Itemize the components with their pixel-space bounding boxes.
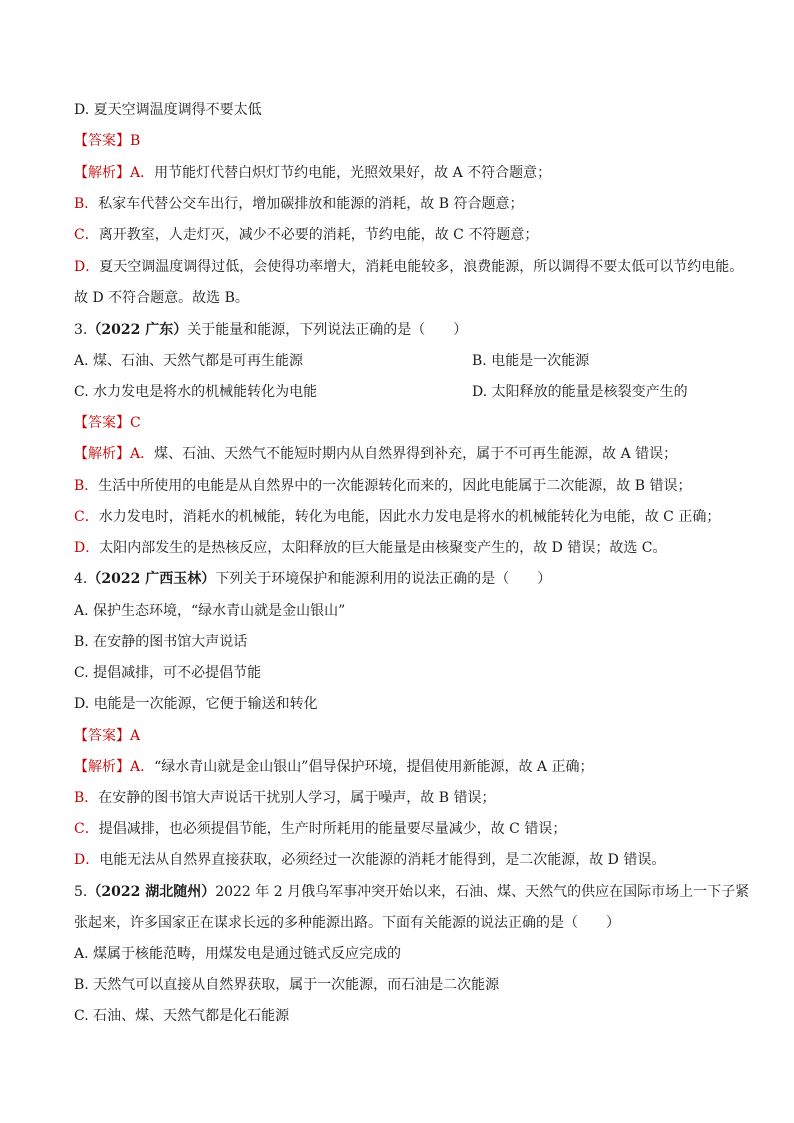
q4-analysis-b [74,788,495,808]
q5-option-a: A. 煤属于核能范畴，用煤发电是通过链式反应完成的 [74,946,402,962]
analysis-text: 电能无法从自然界直接获取，必须经过一次能源的消耗才能得到，是二次能源，故 D 错误。 [99,852,666,868]
option-d: D. 太阳释放的能量是核裂变产生的 [472,384,688,400]
answer-label: 【答案】 [74,728,130,744]
analysis-text: 私家车代替公交车出行，增加碳排放和能源的消耗，故 B 符合题意； [98,196,524,212]
q2-analysis-d [74,257,743,277]
analysis-letter: D． [74,852,100,868]
answer-value: B [130,133,141,149]
q4-option-c: C. 提倡减排，可不必提倡节能 [74,665,262,681]
analysis-letter: C． [74,227,99,243]
q2-option-d: D. 夏天空调温度调得不要太低 [74,102,262,118]
q3-analysis-c [74,507,720,527]
analysis-letter: D． [74,259,100,275]
analysis-text: 煤、石油、天然气不能短时期内从自然界得到补充，属于不可再生能源，故 A 错误； [154,446,678,462]
option-b: B. 电能是一次能源 [472,353,590,369]
q2-analysis-c [74,225,538,245]
q4-option-a: A. 保护生态环境，“绿水青山就是金山银山” [74,603,346,619]
q4-analysis-d [74,850,665,870]
analysis-letter: C． [74,509,99,525]
question-text: 关于能量和能源，下列说法正确的是（ ） [187,322,468,338]
analysis-letter: C． [74,821,99,837]
q5-stem-line2: 张起来，许多国家正在谋求长远的多种能源出路。下面有关能源的说法正确的是（ ） [74,915,620,931]
q4-stem [74,569,551,589]
analysis-label: 【解析】 [74,446,130,462]
question-source: （2022 广东） [87,322,188,338]
analysis-text: “绿水青山就是金山银山”倡导保护环境，提倡使用新能源，故 A 正确； [154,759,594,775]
analysis-letter: A． [130,759,155,775]
q3-analysis-b [74,476,691,496]
q4-analysis-c [74,819,566,839]
analysis-letter: B． [74,196,99,212]
q2-analysis-tail: 故 D 不符合题意。故选 B。 [74,290,249,306]
q3-options-row2 [74,382,688,402]
q3-analysis-a [74,444,677,464]
q4-option-b: B. 在安静的图书馆大声说话 [74,634,248,650]
answer-label: 【答案】 [74,133,130,149]
analysis-letter: A． [130,446,155,462]
q4-analysis-a [74,757,593,777]
analysis-text: 太阳内部发生的是热核反应，太阳释放的巨大能量是由核聚变产生的，故 D 错误；故选 C。 [99,540,667,556]
q4-answer [74,726,140,746]
analysis-label: 【解析】 [74,165,130,181]
analysis-letter: D． [74,540,100,556]
q2-analysis-a [74,163,551,183]
analysis-text: 夏天空调温度调得过低，会使得功率增大，消耗电能较多，浪费能源，所以调得不要太低可以节约电能。 [99,259,744,275]
analysis-text: 生活中所使用的电能是从自然界中的一次能源转化而来的，因此电能属于二次能源，故 B 错误； [98,478,692,494]
question-source: （2022 广西玉林） [87,571,216,587]
q3-stem [74,320,467,340]
q3-options-row1 [74,351,590,371]
question-text: 下列关于环境保护和能源利用的说法正确的是（ ） [215,571,552,587]
analysis-text: 水力发电时，消耗水的机械能，转化为电能，因此水力发电是将水的机械能转化为电能，故 C 正确； [98,509,721,525]
q4-option-d: D. 电能是一次能源，它便于输送和转化 [74,696,318,712]
q5-stem-line1 [74,882,749,902]
analysis-letter: B． [74,790,99,806]
analysis-text: 提倡减排，也必须提倡节能，生产时所耗用的能量要尽量减少，故 C 错误； [98,821,567,837]
question-source: （2022 湖北随州） [87,884,216,900]
answer-label: 【答案】 [74,415,130,431]
question-number: 4. [74,571,88,587]
answer-value: C [130,415,141,431]
analysis-label: 【解析】 [74,759,130,775]
analysis-letter: A． [130,165,155,181]
answer-value: A [130,728,141,744]
analysis-text: 在安静的图书馆大声说话干扰别人学习，属于噪声，故 B 错误； [98,790,496,806]
q3-analysis-d [74,538,667,558]
option-c: C. 水力发电是将水的机械能转化为电能 [74,384,318,400]
analysis-letter: B． [74,478,99,494]
question-number: 5. [74,884,88,900]
q2-answer [74,131,140,151]
q5-option-b: B. 天然气可以直接从自然界获取，属于一次能源，而石油是二次能源 [74,977,500,993]
q3-answer [74,413,141,433]
option-a: A. 煤、石油、天然气都是可再生能源 [74,353,304,369]
question-text: 2022 年 2 月俄乌军事冲突开始以来，石油、煤、天然气的供应在国际市场上一下子紧 [215,884,750,900]
q5-option-c: C. 石油、煤、天然气都是化石能源 [74,1008,290,1024]
question-number: 3. [74,322,88,338]
q2-analysis-b [74,194,523,214]
analysis-text: 离开教室，人走灯灭，减少不必要的消耗，节约电能，故 C 不符题意； [98,227,539,243]
analysis-text: 用节能灯代替白炽灯节约电能，光照效果好，故 A 不符合题意； [154,165,552,181]
